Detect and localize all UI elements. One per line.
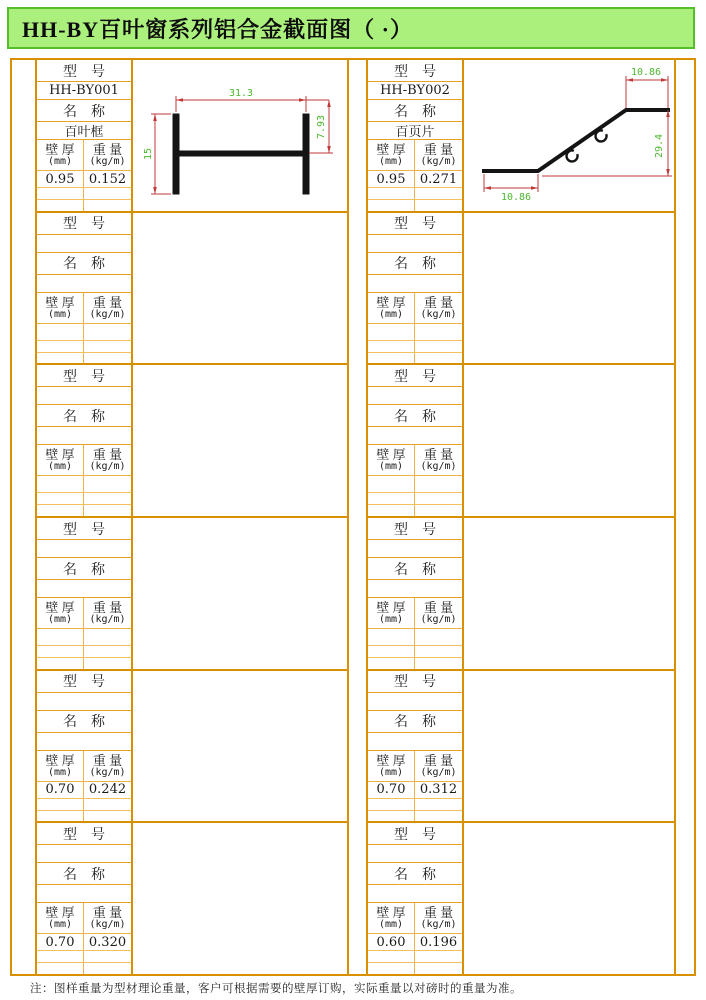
- value-row: [368, 324, 462, 341]
- wall-thickness-label: 壁 厚: [45, 447, 75, 463]
- wall-thickness-label: 壁 厚: [45, 600, 75, 616]
- spec-table: [37, 60, 133, 211]
- weight-label: 重 量: [423, 600, 454, 616]
- wall-thickness-unit: (mm): [378, 308, 404, 320]
- section-right-5: [368, 671, 674, 824]
- empty-cell: [368, 799, 415, 810]
- value-row: [37, 629, 131, 646]
- model-label: 型 号: [368, 823, 462, 845]
- empty-cell: [368, 353, 415, 364]
- wall-thickness-label: 壁 厚: [376, 905, 406, 921]
- empty-cell: [415, 200, 462, 211]
- arrowhead: [666, 169, 670, 176]
- thickness-weight-header: [37, 751, 131, 782]
- name-value: 百叶框: [37, 122, 131, 140]
- empty-row: [368, 353, 462, 364]
- weight-unit: (kg/m): [89, 766, 126, 778]
- thickness-weight-header: [37, 598, 131, 629]
- empty-cell: [84, 658, 131, 669]
- empty-cell: [84, 200, 131, 211]
- h-profile-diagram: [143, 72, 343, 202]
- model-label: 型 号: [368, 671, 462, 693]
- weight-value: [84, 324, 131, 340]
- empty-row: [368, 505, 462, 516]
- weight-value: 0.312: [419, 782, 458, 798]
- empty-cell: [368, 200, 415, 211]
- right-column: [366, 58, 676, 976]
- weight-value: 0.196: [419, 934, 458, 950]
- empty-row: [368, 811, 462, 822]
- weight-label: 重 量: [92, 752, 123, 768]
- thickness-weight-header: [368, 293, 462, 324]
- empty-cell: [37, 646, 84, 657]
- wall-thickness-unit: (mm): [47, 766, 73, 778]
- weight-unit: (kg/m): [89, 308, 126, 320]
- weight-unit: (kg/m): [89, 461, 126, 473]
- arrowhead: [327, 100, 331, 107]
- thickness-weight-header: [368, 140, 462, 171]
- wall-thickness-label: 壁 厚: [45, 294, 75, 310]
- empty-cell: [415, 658, 462, 669]
- empty-cell: [415, 493, 462, 504]
- footnote: 注：图样重量为型材理论重量，客户可根据需要的壁厚订购，实际重量以对磅时的重量为准。: [30, 983, 522, 995]
- arrowhead: [661, 78, 668, 82]
- empty-row: [37, 200, 131, 211]
- empty-row: [37, 505, 131, 516]
- name-label: 名 称: [37, 863, 131, 885]
- model-value: [368, 387, 462, 405]
- thickness-weight-header: [368, 903, 462, 934]
- empty-cell: [368, 646, 415, 657]
- height-dimension-text: 15: [143, 147, 154, 161]
- model-value: [37, 235, 131, 253]
- section-right-2: [368, 213, 674, 366]
- wall-thickness-unit: (mm): [47, 614, 73, 626]
- empty-row: [368, 188, 462, 200]
- name-value: [368, 580, 462, 598]
- wall-thickness-value: 0.70: [37, 934, 84, 950]
- wall-thickness-label: 壁 厚: [376, 752, 406, 768]
- wall-thickness-header: [368, 293, 415, 323]
- name-value: [37, 427, 131, 445]
- name-value: [368, 885, 462, 903]
- value-row: [368, 171, 462, 188]
- weight-unit: (kg/m): [420, 156, 457, 167]
- empty-row: [368, 646, 462, 658]
- spec-table: [368, 518, 464, 669]
- weight-header: [84, 598, 131, 628]
- arrowhead: [176, 98, 183, 102]
- wall-thickness-unit: (mm): [378, 156, 404, 167]
- spec-table: [368, 60, 464, 211]
- arrowhead: [484, 186, 491, 190]
- weight-label: 重 量: [423, 752, 454, 768]
- thickness-weight-header: [368, 598, 462, 629]
- weight-label: 重 量: [92, 294, 123, 310]
- empty-cell: [368, 341, 415, 352]
- thickness-weight-header: [37, 445, 131, 476]
- weight-header: [84, 293, 131, 323]
- wall-thickness-value: [368, 324, 415, 340]
- value-row: [37, 324, 131, 341]
- model-value: [37, 693, 131, 711]
- value-row: [368, 629, 462, 646]
- weight-label: 重 量: [423, 905, 454, 921]
- empty-row: [37, 646, 131, 658]
- empty-row: [37, 963, 131, 974]
- weight-unit: (kg/m): [420, 614, 457, 626]
- name-label: 名 称: [368, 558, 462, 580]
- value-row: [368, 476, 462, 493]
- wall-thickness-unit: (mm): [378, 766, 404, 778]
- wall-thickness-header: [37, 140, 84, 170]
- value-row: [37, 171, 131, 188]
- model-label: 型 号: [368, 518, 462, 540]
- empty-cell: [84, 505, 131, 516]
- bottom-dimension-line: [484, 174, 538, 192]
- section-right-1: [368, 60, 674, 213]
- section-left-1: [37, 60, 347, 213]
- model-value: HH-BY001: [37, 82, 131, 100]
- name-label: 名 称: [368, 863, 462, 885]
- weight-label: 重 量: [423, 447, 454, 463]
- name-label: 名 称: [368, 711, 462, 733]
- section-left-4: [37, 518, 347, 671]
- empty-cell: [37, 811, 84, 822]
- weight-value: 0.271: [419, 171, 458, 187]
- empty-cell: [368, 951, 415, 962]
- weight-header: [84, 751, 131, 781]
- wall-thickness-unit: (mm): [47, 919, 73, 931]
- weight-header: [415, 293, 462, 323]
- name-label: 名 称: [368, 253, 462, 275]
- name-value: [368, 733, 462, 751]
- value-row: [37, 934, 131, 951]
- wall-thickness-header: [37, 445, 84, 475]
- section-right-6: [368, 823, 674, 974]
- name-value: 百页片: [368, 122, 462, 140]
- model-label: 型 号: [37, 365, 131, 387]
- empty-cell: [84, 963, 131, 974]
- model-label: 型 号: [368, 213, 462, 235]
- hook-clip: [567, 150, 578, 161]
- wall-thickness-unit: (mm): [378, 919, 404, 931]
- wall-thickness-value: [368, 476, 415, 492]
- wall-thickness-unit: (mm): [47, 308, 73, 320]
- weight-value: 0.242: [88, 782, 127, 798]
- arrowhead: [153, 187, 157, 194]
- weight-header: [415, 598, 462, 628]
- wall-thickness-header: [37, 903, 84, 933]
- model-value: HH-BY002: [368, 82, 462, 100]
- wall-thickness-value: 0.60: [368, 934, 415, 950]
- empty-cell: [415, 353, 462, 364]
- wall-thickness-label: 壁 厚: [376, 447, 406, 463]
- empty-cell: [84, 799, 131, 810]
- wall-thickness-label: 壁 厚: [376, 600, 406, 616]
- bottom-dimension-text: 10.86: [500, 192, 532, 203]
- empty-cell: [368, 493, 415, 504]
- empty-row: [368, 799, 462, 811]
- value-row: [368, 934, 462, 951]
- model-label: 型 号: [37, 60, 131, 82]
- weight-label: 重 量: [92, 447, 123, 463]
- empty-cell: [415, 811, 462, 822]
- flange-dimension-text: 7.93: [316, 114, 327, 140]
- weight-header: [415, 903, 462, 933]
- name-label: 名 称: [368, 100, 462, 122]
- empty-cell: [37, 200, 84, 211]
- weight-label: 重 量: [423, 294, 454, 310]
- empty-row: [368, 951, 462, 963]
- empty-cell: [37, 658, 84, 669]
- name-value: [37, 885, 131, 903]
- wall-thickness-label: 壁 厚: [45, 905, 75, 921]
- weight-label: 重 量: [92, 600, 123, 616]
- thickness-weight-header: [368, 751, 462, 782]
- weight-header: [415, 140, 462, 170]
- name-label: 名 称: [37, 405, 131, 427]
- wall-thickness-label: 壁 厚: [376, 294, 406, 310]
- model-value: [37, 845, 131, 863]
- empty-row: [368, 493, 462, 505]
- wall-thickness-label: 壁 厚: [376, 142, 406, 157]
- wall-thickness-value: 0.70: [37, 782, 84, 798]
- wall-thickness-unit: (mm): [47, 461, 73, 473]
- empty-cell: [415, 646, 462, 657]
- wall-thickness-value: 0.95: [368, 171, 415, 187]
- model-label: 型 号: [368, 365, 462, 387]
- weight-value: [415, 629, 462, 645]
- name-value: [368, 275, 462, 293]
- empty-cell: [84, 493, 131, 504]
- model-value: [368, 540, 462, 558]
- model-value: [37, 540, 131, 558]
- weight-label: 重 量: [92, 142, 123, 157]
- weight-header: [84, 445, 131, 475]
- louver-blade-diagram: [478, 64, 672, 204]
- empty-cell: [415, 341, 462, 352]
- empty-cell: [37, 353, 84, 364]
- weight-header: [415, 751, 462, 781]
- main-board: [10, 58, 696, 976]
- empty-cell: [37, 799, 84, 810]
- model-label: 型 号: [37, 823, 131, 845]
- empty-row: [37, 341, 131, 353]
- weight-unit: (kg/m): [89, 919, 126, 931]
- weight-unit: (kg/m): [420, 766, 457, 778]
- page-title: HH-BY百叶窗系列铝合金截面图（ ·）: [7, 7, 695, 49]
- thickness-weight-header: [37, 293, 131, 324]
- spec-table: [368, 671, 464, 822]
- empty-cell: [37, 963, 84, 974]
- wall-thickness-unit: (mm): [378, 614, 404, 626]
- value-row: [37, 782, 131, 799]
- model-label: 型 号: [37, 671, 131, 693]
- wall-thickness-header: [368, 598, 415, 628]
- section-left-3: [37, 365, 347, 518]
- height-dimension-text: 29.4: [654, 133, 665, 159]
- weight-header: [415, 445, 462, 475]
- arrowhead: [327, 146, 331, 153]
- arrowhead: [626, 78, 633, 82]
- empty-cell: [415, 951, 462, 962]
- weight-unit: (kg/m): [420, 308, 457, 320]
- value-row: [368, 782, 462, 799]
- spec-table: [37, 365, 133, 516]
- section-left-6: [37, 823, 347, 974]
- model-value: [368, 845, 462, 863]
- height-dimension-line: [151, 114, 171, 194]
- weight-label: 重 量: [92, 905, 123, 921]
- wall-thickness-header: [368, 751, 415, 781]
- top-dimension-text: 10.86: [630, 67, 662, 78]
- weight-value: [415, 476, 462, 492]
- spec-table: [368, 823, 464, 974]
- empty-cell: [368, 505, 415, 516]
- empty-cell: [84, 353, 131, 364]
- name-label: 名 称: [37, 711, 131, 733]
- weight-header: [84, 903, 131, 933]
- empty-cell: [37, 341, 84, 352]
- empty-cell: [368, 188, 415, 199]
- wall-thickness-value: [37, 476, 84, 492]
- wall-thickness-label: 壁 厚: [45, 752, 75, 768]
- spec-table: [37, 213, 133, 364]
- name-label: 名 称: [37, 253, 131, 275]
- wall-thickness-value: [37, 629, 84, 645]
- empty-cell: [415, 963, 462, 974]
- empty-cell: [84, 951, 131, 962]
- wall-thickness-header: [37, 751, 84, 781]
- model-label: 型 号: [37, 518, 131, 540]
- left-column: [35, 58, 349, 976]
- spec-table: [37, 823, 133, 974]
- value-row: [37, 476, 131, 493]
- wall-thickness-header: [368, 445, 415, 475]
- empty-cell: [37, 951, 84, 962]
- model-label: 型 号: [37, 213, 131, 235]
- empty-cell: [37, 493, 84, 504]
- wall-thickness-value: [368, 629, 415, 645]
- profile-right-flange: [303, 114, 309, 194]
- section-right-4: [368, 518, 674, 671]
- empty-row: [368, 658, 462, 669]
- weight-value: [415, 324, 462, 340]
- spec-table: [37, 518, 133, 669]
- wall-thickness-header: [368, 140, 415, 170]
- empty-cell: [84, 646, 131, 657]
- weight-value: 0.320: [88, 934, 127, 950]
- section-right-3: [368, 365, 674, 518]
- empty-row: [37, 493, 131, 505]
- weight-header: [84, 140, 131, 170]
- blade-profile: [484, 110, 668, 171]
- empty-cell: [37, 188, 84, 199]
- empty-row: [368, 200, 462, 211]
- name-value: [37, 733, 131, 751]
- model-label: 型 号: [368, 60, 462, 82]
- empty-row: [37, 353, 131, 364]
- width-dimension-text: 31.3: [228, 88, 254, 99]
- empty-row: [368, 341, 462, 353]
- empty-cell: [84, 188, 131, 199]
- arrowhead: [153, 114, 157, 121]
- weight-value: 0.152: [88, 171, 127, 187]
- wall-thickness-value: 0.95: [37, 171, 84, 187]
- arrowhead: [299, 98, 306, 102]
- empty-cell: [368, 811, 415, 822]
- model-value: [37, 387, 131, 405]
- weight-value: [84, 476, 131, 492]
- wall-thickness-header: [37, 598, 84, 628]
- empty-row: [37, 799, 131, 811]
- name-value: [37, 275, 131, 293]
- model-value: [368, 693, 462, 711]
- wall-thickness-value: 0.70: [368, 782, 415, 798]
- arrowhead: [531, 186, 538, 190]
- name-label: 名 称: [37, 558, 131, 580]
- weight-unit: (kg/m): [89, 156, 126, 167]
- wall-thickness-value: [37, 324, 84, 340]
- weight-unit: (kg/m): [420, 919, 457, 931]
- section-left-5: [37, 671, 347, 824]
- name-label: 名 称: [37, 100, 131, 122]
- weight-unit: (kg/m): [89, 614, 126, 626]
- name-label: 名 称: [368, 405, 462, 427]
- section-left-2: [37, 213, 347, 366]
- empty-cell: [415, 188, 462, 199]
- empty-cell: [368, 658, 415, 669]
- empty-cell: [415, 505, 462, 516]
- wall-thickness-unit: (mm): [47, 156, 73, 167]
- spec-table: [368, 365, 464, 516]
- name-value: [37, 580, 131, 598]
- empty-row: [37, 951, 131, 963]
- hook-clip: [596, 130, 607, 141]
- empty-row: [37, 811, 131, 822]
- empty-row: [368, 963, 462, 974]
- thickness-weight-header: [368, 445, 462, 476]
- empty-row: [37, 658, 131, 669]
- weight-value: [84, 629, 131, 645]
- empty-cell: [84, 811, 131, 822]
- wall-thickness-unit: (mm): [378, 461, 404, 473]
- empty-cell: [84, 341, 131, 352]
- model-value: [368, 235, 462, 253]
- spec-table: [368, 213, 464, 364]
- spec-table: [37, 671, 133, 822]
- empty-cell: [37, 505, 84, 516]
- name-value: [368, 427, 462, 445]
- empty-cell: [368, 963, 415, 974]
- thickness-weight-header: [37, 140, 131, 171]
- height-dimension-line: [542, 110, 672, 176]
- empty-cell: [415, 799, 462, 810]
- profile-web: [179, 151, 303, 156]
- profile-left-flange: [173, 114, 179, 194]
- wall-thickness-header: [368, 903, 415, 933]
- wall-thickness-header: [37, 293, 84, 323]
- weight-label: 重 量: [423, 142, 454, 157]
- weight-unit: (kg/m): [420, 461, 457, 473]
- wall-thickness-label: 壁 厚: [45, 142, 75, 157]
- empty-row: [37, 188, 131, 200]
- thickness-weight-header: [37, 903, 131, 934]
